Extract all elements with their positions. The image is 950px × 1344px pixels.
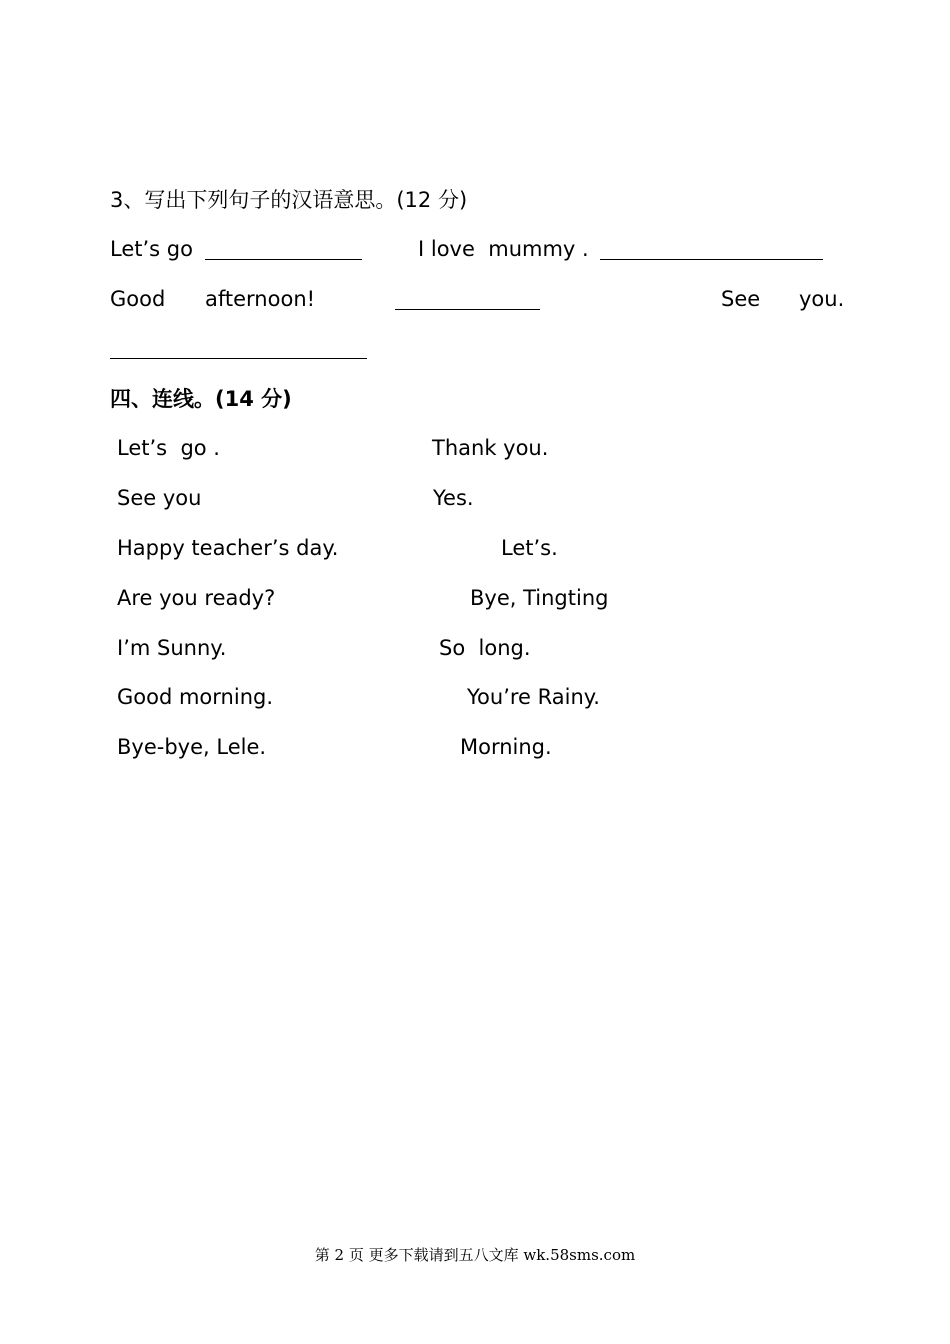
match-left-item[interactable]: Are you ready?: [117, 586, 276, 610]
match-left-item[interactable]: Bye-bye, Lele.: [117, 735, 267, 759]
match-left-item[interactable]: Happy teacher’s day.: [117, 536, 339, 560]
match-right-item[interactable]: You’re Rainy.: [467, 685, 600, 709]
match-right-item[interactable]: Yes.: [433, 486, 474, 510]
answer-blank-2[interactable]: [600, 259, 823, 260]
match-right-item[interactable]: Bye, Tingting: [470, 586, 609, 610]
match-left-item[interactable]: I’m Sunny.: [117, 636, 227, 660]
match-right-item[interactable]: Thank you.: [432, 436, 549, 460]
sentence-i-love-mummy: I love mummy .: [418, 237, 589, 261]
match-right-item[interactable]: Let’s.: [501, 536, 558, 560]
match-left-item[interactable]: Good morning.: [117, 685, 274, 709]
match-left-item[interactable]: See you: [117, 486, 202, 510]
sentence-lets-go: Let’s go: [110, 237, 193, 261]
section-4-heading: 四、连线。(14 分): [110, 387, 292, 411]
section-3-heading: 3、写出下列句子的汉语意思。(12 分): [110, 188, 468, 212]
answer-blank-1[interactable]: [205, 259, 362, 260]
sentence-afternoon: afternoon!: [205, 287, 316, 311]
match-right-item[interactable]: So long.: [439, 636, 531, 660]
sentence-see: See: [721, 287, 761, 311]
sentence-good: Good: [110, 287, 166, 311]
answer-blank-3[interactable]: [395, 309, 540, 310]
match-left-item[interactable]: Let’s go .: [117, 436, 220, 460]
match-right-item[interactable]: Morning.: [460, 735, 552, 759]
page-footer: 第 2 页 更多下载请到五八文库 wk.58sms.com: [314, 1246, 636, 1264]
sentence-you: you.: [799, 287, 845, 311]
answer-blank-4[interactable]: [110, 358, 367, 359]
